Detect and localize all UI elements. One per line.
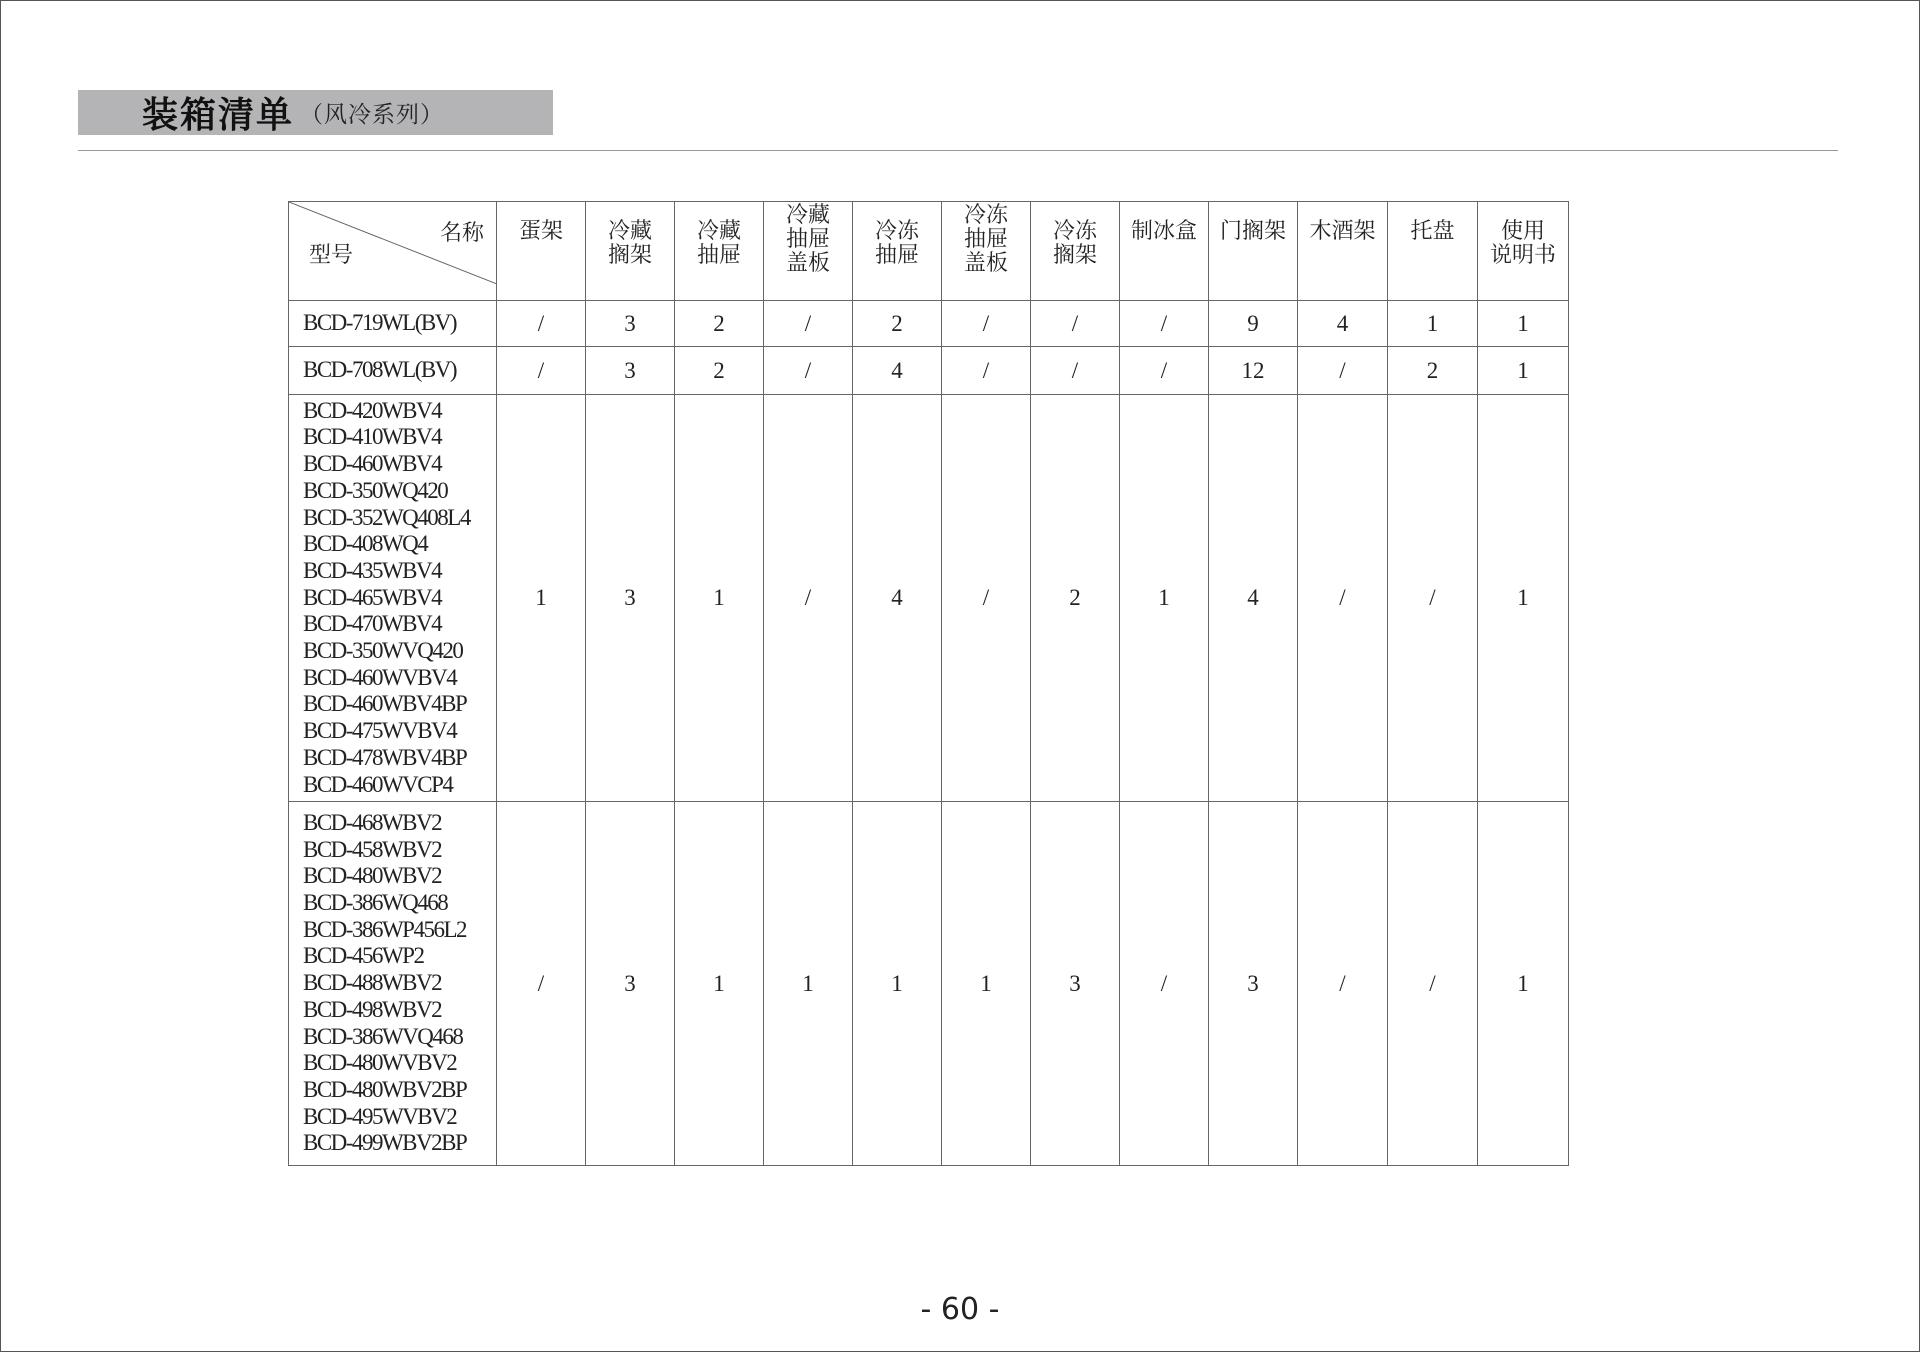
quantity-cell: 3 bbox=[1031, 802, 1120, 1166]
quantity-cell: / bbox=[942, 301, 1031, 347]
quantity-cell: / bbox=[497, 301, 586, 347]
column-header-line: 使用 bbox=[1500, 219, 1545, 244]
quantity-cell: 1 bbox=[1388, 301, 1478, 347]
model-name: BCD-386WQ468 bbox=[303, 890, 448, 916]
column-header bbox=[1120, 202, 1209, 301]
column-header bbox=[1388, 202, 1478, 301]
model-name: BCD-495WVBV2 bbox=[303, 1103, 457, 1129]
quantity-cell: / bbox=[764, 395, 853, 802]
quantity-cell: 2 bbox=[675, 301, 764, 347]
quantity-cell: 3 bbox=[586, 395, 675, 802]
table-body bbox=[289, 301, 1569, 1166]
model-name: BCD-475WVBV4 bbox=[303, 718, 457, 744]
quantity-cell: / bbox=[1120, 802, 1209, 1166]
quantity-cell: 3 bbox=[586, 802, 675, 1166]
column-header-line: 冷冻 bbox=[1052, 219, 1097, 244]
model-name: BCD-458WBV2 bbox=[303, 836, 442, 862]
column-header-line: 盖板 bbox=[785, 251, 830, 276]
quantity-cell: 2 bbox=[675, 347, 764, 395]
column-header-line: 木酒架 bbox=[1309, 219, 1376, 244]
model-name: BCD-498WBV2 bbox=[303, 996, 442, 1022]
model-name: BCD-460WBV4BP bbox=[303, 691, 467, 717]
model-name: BCD-499WBV2BP bbox=[303, 1130, 467, 1156]
title-divider bbox=[78, 150, 1838, 151]
section-subtitle: （风冷系列） bbox=[300, 102, 445, 128]
table-row bbox=[289, 347, 1569, 395]
model-name: BCD-460WBV4 bbox=[303, 451, 442, 477]
model-name: BCD-386WVQ468 bbox=[303, 1023, 463, 1049]
model-name: BCD-352WQ408L4 bbox=[303, 504, 470, 530]
model-name: BCD-410WBV4 bbox=[303, 424, 442, 450]
quantity-cell: 1 bbox=[1478, 347, 1569, 395]
column-header bbox=[675, 202, 764, 301]
column-header-line: 蛋架 bbox=[518, 219, 563, 244]
quantity-cell: / bbox=[1388, 802, 1478, 1166]
model-name: BCD-350WVQ420 bbox=[303, 638, 463, 664]
column-header bbox=[1298, 202, 1388, 301]
model-name: BCD-465WBV4 bbox=[303, 584, 442, 610]
column-header-line: 门搁架 bbox=[1219, 219, 1286, 244]
quantity-cell: 1 bbox=[942, 802, 1031, 1166]
quantity-cell: 1 bbox=[1478, 802, 1569, 1166]
quantity-cell: / bbox=[764, 347, 853, 395]
quantity-cell: 4 bbox=[853, 395, 942, 802]
quantity-cell: 2 bbox=[1388, 347, 1478, 395]
column-header-line: 冷藏 bbox=[607, 219, 652, 244]
quantity-cell: / bbox=[497, 802, 586, 1166]
column-header-line: 冷藏 bbox=[696, 219, 741, 244]
quantity-cell: 4 bbox=[1209, 395, 1298, 802]
quantity-cell: 1 bbox=[1120, 395, 1209, 802]
quantity-cell: / bbox=[1031, 301, 1120, 347]
column-header bbox=[1209, 202, 1298, 301]
quantity-cell: / bbox=[764, 301, 853, 347]
quantity-cell: 1 bbox=[1478, 301, 1569, 347]
column-header-line: 冷藏 bbox=[785, 203, 830, 228]
model-name: BCD-408WQ4 bbox=[303, 531, 428, 557]
model-name: BCD-460WVBV4 bbox=[303, 664, 457, 690]
model-name: BCD-420WBV4 bbox=[303, 397, 442, 423]
quantity-cell: / bbox=[942, 347, 1031, 395]
column-header-line: 冷冻 bbox=[963, 203, 1008, 228]
quantity-cell: 4 bbox=[1298, 301, 1388, 347]
corner-name-label: 名称 bbox=[439, 221, 484, 246]
corner-header-cell bbox=[289, 202, 497, 301]
column-header bbox=[764, 202, 853, 301]
model-name: BCD-488WBV2 bbox=[303, 970, 442, 996]
quantity-cell: 1 bbox=[764, 802, 853, 1166]
quantity-cell: / bbox=[1298, 802, 1388, 1166]
quantity-cell: 12 bbox=[1209, 347, 1298, 395]
quantity-cell: 2 bbox=[1031, 395, 1120, 802]
model-name: BCD-470WBV4 bbox=[303, 611, 442, 637]
column-header-line: 说明书 bbox=[1489, 243, 1556, 268]
column-header bbox=[853, 202, 942, 301]
column-header-line: 抽屉 bbox=[874, 243, 919, 268]
quantity-cell: / bbox=[942, 395, 1031, 802]
model-name: BCD-386WP456L2 bbox=[303, 916, 466, 942]
packing-list-table bbox=[288, 201, 1569, 1166]
table-row bbox=[289, 301, 1569, 347]
quantity-cell: / bbox=[1120, 301, 1209, 347]
quantity-cell: / bbox=[497, 347, 586, 395]
quantity-cell: 3 bbox=[1209, 802, 1298, 1166]
model-cell bbox=[289, 347, 497, 395]
quantity-cell: / bbox=[1388, 395, 1478, 802]
column-header-line: 制冰盒 bbox=[1130, 219, 1197, 244]
model-cell bbox=[289, 301, 497, 347]
model-name: BCD-480WBV2 bbox=[303, 863, 442, 889]
model-name: BCD-719WL(BV) bbox=[303, 310, 456, 336]
quantity-cell: 3 bbox=[586, 347, 675, 395]
quantity-cell: 4 bbox=[853, 347, 942, 395]
model-name: BCD-435WBV4 bbox=[303, 557, 442, 583]
quantity-cell: / bbox=[1031, 347, 1120, 395]
table-row bbox=[289, 802, 1569, 1166]
model-name: BCD-708WL(BV) bbox=[303, 357, 456, 383]
model-name: BCD-468WBV2 bbox=[303, 809, 442, 835]
quantity-cell: 1 bbox=[675, 802, 764, 1166]
quantity-cell: 3 bbox=[586, 301, 675, 347]
column-header bbox=[1478, 202, 1569, 301]
model-cell bbox=[289, 802, 497, 1166]
model-name: BCD-478WBV4BP bbox=[303, 744, 467, 770]
column-header-line: 盖板 bbox=[963, 251, 1008, 276]
section-title-bar bbox=[78, 90, 553, 135]
column-header-line: 搁架 bbox=[1052, 243, 1097, 268]
page-number: - 60 - bbox=[920, 1292, 1000, 1327]
column-header-line: 抽屉 bbox=[963, 227, 1008, 252]
quantity-cell: / bbox=[1298, 347, 1388, 395]
quantity-cell: 1 bbox=[497, 395, 586, 802]
column-header-line: 托盘 bbox=[1410, 219, 1455, 244]
quantity-cell: 9 bbox=[1209, 301, 1298, 347]
column-header-line: 搁架 bbox=[607, 243, 652, 268]
quantity-cell: 1 bbox=[853, 802, 942, 1166]
quantity-cell: / bbox=[1298, 395, 1388, 802]
column-header bbox=[1031, 202, 1120, 301]
column-header bbox=[497, 202, 586, 301]
section-title: 装箱清单 bbox=[142, 95, 295, 136]
model-name: BCD-460WVCP4 bbox=[303, 771, 453, 797]
table-header-row bbox=[289, 202, 1569, 301]
column-header bbox=[942, 202, 1031, 301]
column-header-line: 抽屉 bbox=[785, 227, 830, 252]
model-name: BCD-350WQ420 bbox=[303, 477, 448, 503]
model-cell bbox=[289, 395, 497, 802]
column-header-line: 冷冻 bbox=[874, 219, 919, 244]
quantity-cell: 2 bbox=[853, 301, 942, 347]
corner-type-label: 型号 bbox=[309, 243, 354, 268]
model-name: BCD-480WBV2BP bbox=[303, 1076, 467, 1102]
table-row bbox=[289, 395, 1569, 802]
column-header-line: 抽屉 bbox=[696, 243, 741, 268]
model-name: BCD-456WP2 bbox=[303, 943, 424, 969]
quantity-cell: / bbox=[1120, 347, 1209, 395]
model-name: BCD-480WVBV2 bbox=[303, 1050, 457, 1076]
quantity-cell: 1 bbox=[675, 395, 764, 802]
quantity-cell: 1 bbox=[1478, 395, 1569, 802]
column-header bbox=[586, 202, 675, 301]
